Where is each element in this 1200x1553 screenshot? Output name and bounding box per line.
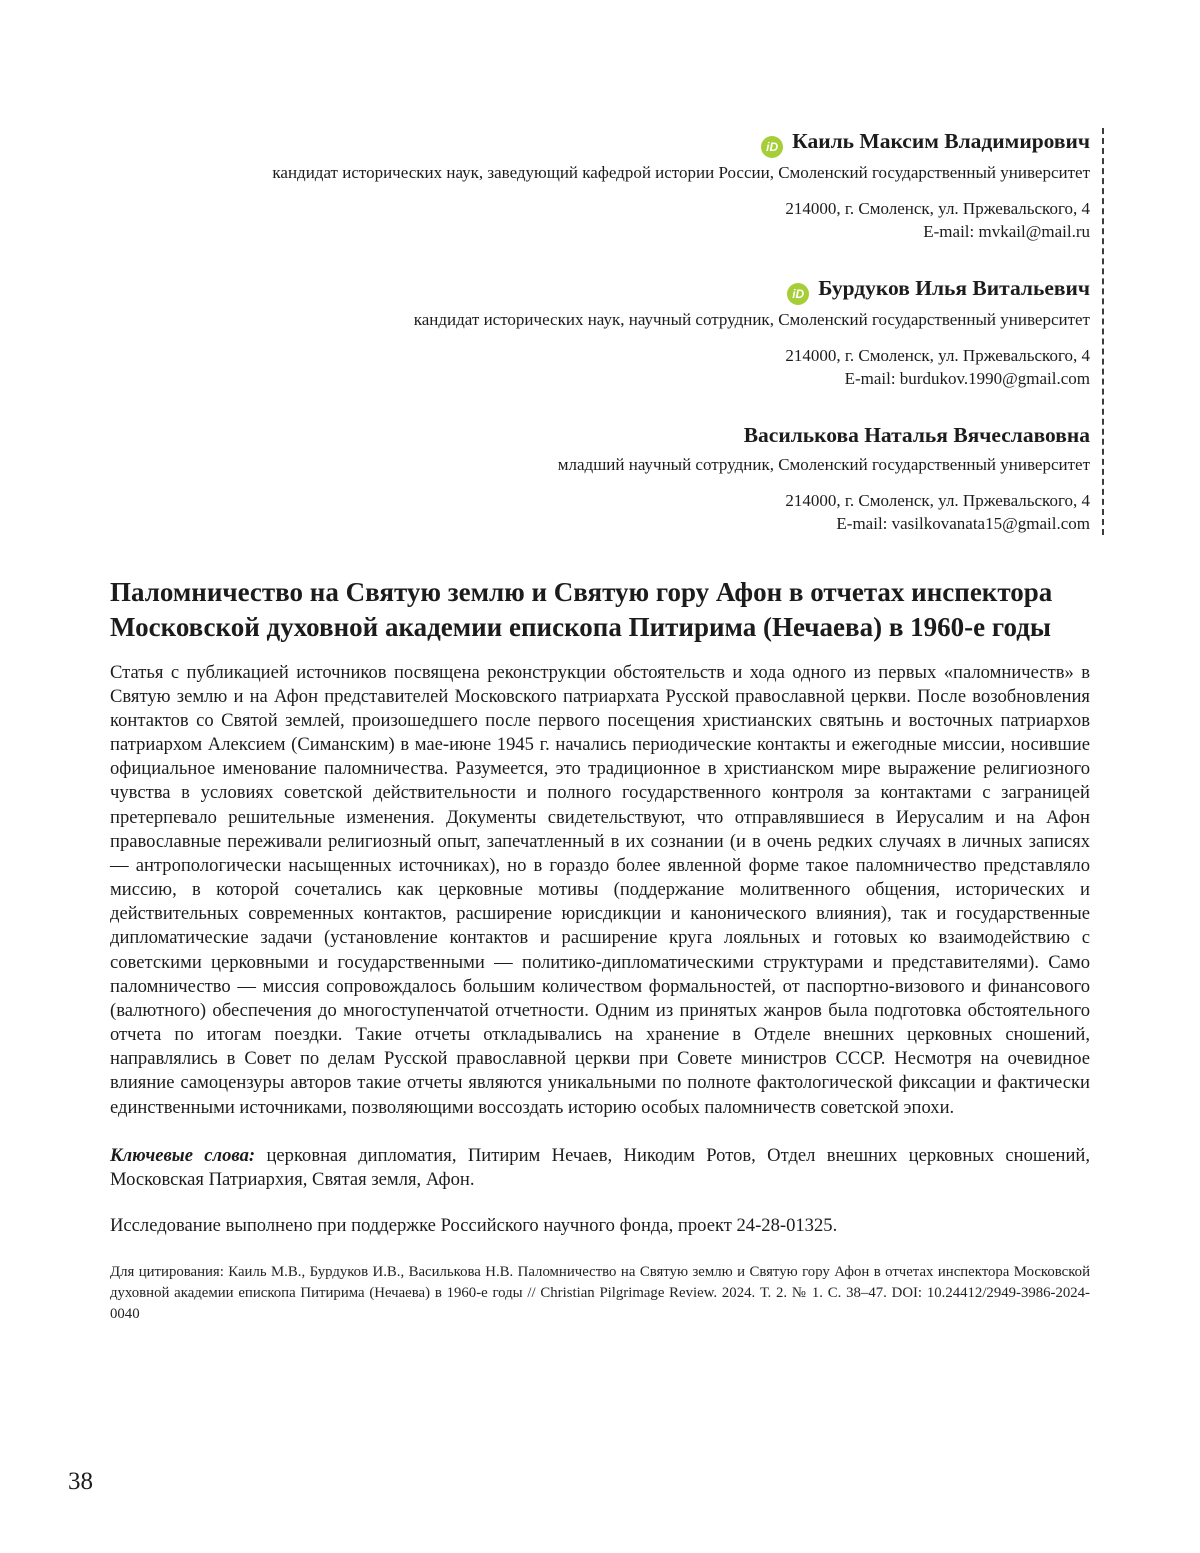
funding-note: Исследование выполнено при поддержке Российского научного фонда, проект 24-28-01325.	[110, 1215, 838, 1237]
author-name: Василькова Наталья Вячеславовна	[743, 423, 1090, 448]
author-name-row	[110, 275, 1090, 305]
keywords-text: церковная дипломатия, Питирим Нечаев, Никодим Ротов, Отдел внешних церковных сношений, Московская Патриархия, Святая земля, Афон.	[110, 1144, 1090, 1190]
author-address: 214000, г. Смоленск, ул. Пржевальского, 4	[785, 198, 1090, 218]
author-name-row	[110, 128, 1090, 158]
author-block	[110, 275, 1090, 390]
orcid-icon[interactable]: iD	[761, 136, 783, 158]
author-email: E-mail: mvkail@mail.ru	[923, 221, 1090, 241]
author-address: 214000, г. Смоленск, ул. Пржевальского, 4	[785, 491, 1090, 511]
author-section	[110, 128, 1104, 535]
author-block	[110, 422, 1090, 535]
citation-note: Для цитирования: Каиль М.В., Бурдуков И.В., Василькова Н.В. Паломничество на Святую землю и Святую гору Афон в отчетах инспектора Московской духовной академии епископа Питирима (Нечаева) в 1960-е годы // Christian Pilgrimage Review. 2024. Т. 2. № 1. С. 38–47. DOI: 10.24412/2949-3986-2024-0040	[110, 1264, 1090, 1323]
author-affiliation: кандидат исторических наук, заведующий кафедрой истории России, Смоленский государственный университет	[272, 163, 1090, 182]
keywords-line	[110, 1144, 1090, 1192]
abstract-text: Статья с публикацией источников посвящена реконструкции обстоятельств и хода одного из первых «паломничеств» в Святую землю и на Афон представителей Московского патриархата Русской православной церкви. После возобновления контактов со Святой землей, произошедшего после первого посещения христианских святынь и восточных патриархов патриархом Алексием (Симанским) в мае-июне 1945 г. начались периодические контакты и ежегодные миссии, носившие официальное именование паломничества. Разумеется, это традиционное в христианском мире выражение религиозного чувства в условиях советской действительности и полного государственного контроля за контактами с заграницей претерпевало решительные изменения. Документы свидетельствуют, что отправлявшиеся в Иерусалим и на Афон православные переживали религиозный опыт, запечатленный в их сознании (и в очень редких случаях в личных записях — антропологически насыщенных источниках), но в гораздо более явленной форме такое паломничество представляло миссию, в которой сочетались как церковные мотивы (поддержание молитвенного общения, исторических и действительных современных контактов, расширение юрисдикции и канонического влияния), так и государственные дипломатические задачи (установление контактов и расширение круга лояльных и готовых ко взаимодействию с советскими церковными и государственными — политико-дипломатическими структурами и представителями). Само паломничество — миссия сопровождалось большим количеством формальностей, от паспортно-визового и финансового (валютного) обеспечения до многоступенчатой отчетности. Одним из принятых жанров была подготовка обстоятельного отчета по итогам поездки. Такие отчеты откладывались на хранение в Отделе внешних церковных сношений, направлялись в Совет по делам Русской православной церкви при Совете министров СССР. Несмотря на очевидное влияние самоцензуры авторов такие отчеты являются уникальными по полноте фактологической фиксации и фактически единственными источниками, позволяющими воссоздать историю особых паломничеств советской эпохи.	[110, 661, 1090, 1118]
orcid-icon[interactable]: iD	[787, 283, 809, 305]
author-email: E-mail: vasilkovanata15@gmail.com	[836, 513, 1090, 533]
page-number: 38	[68, 1468, 93, 1495]
author-name-row	[110, 422, 1090, 450]
author-affiliation: кандидат исторических наук, научный сотрудник, Смоленский государственный университет	[413, 310, 1090, 330]
author-name: Бурдуков Илья Витальевич	[818, 276, 1090, 301]
author-affiliation: младший научный сотрудник, Смоленский государственный университет	[557, 455, 1090, 475]
author-email: E-mail: burdukov.1990@gmail.com	[844, 368, 1090, 388]
author-block	[110, 128, 1090, 243]
article-title: Паломничество на Святую землю и Святую гору Афон в отчетах инспектора Московской духовной академии епископа Питирима (Нечаева) в 1960-е годы	[110, 577, 1053, 642]
keywords-label: Ключевые слова:	[110, 1144, 256, 1166]
author-name: Каиль Максим Владимирович	[792, 129, 1090, 153]
author-address: 214000, г. Смоленск, ул. Пржевальского, 4	[785, 346, 1090, 366]
